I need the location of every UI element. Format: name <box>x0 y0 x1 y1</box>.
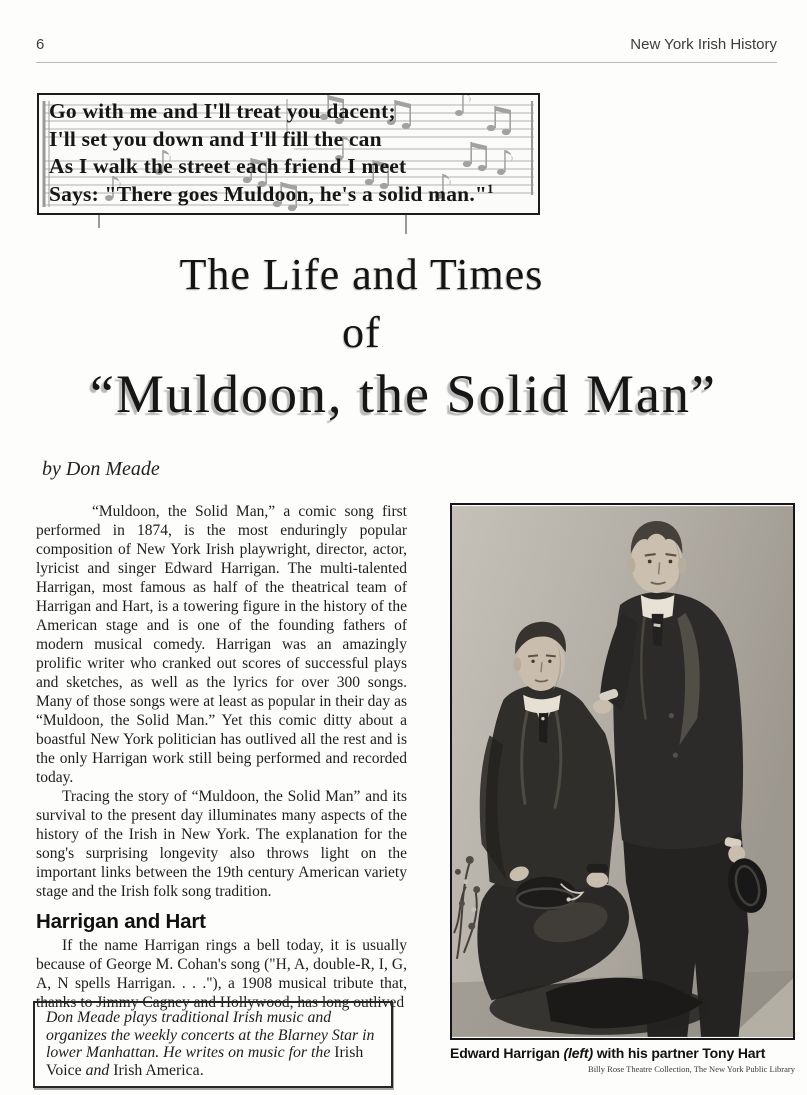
caption-text: with his partner Tony Hart <box>592 1045 766 1061</box>
photograph-harrigan-and-hart <box>450 503 795 1040</box>
lyric-line: Says: "There goes Muldoon, he's a solid man."$^1$ <box>49 180 494 206</box>
sheet-music-box <box>37 93 540 215</box>
author-note-text: Don Meade plays traditional Irish music and organizes the weekly concerts at the Blarney Star in lower Manhattan. He writes on music for the <box>46 1009 375 1061</box>
title-line-2: of <box>342 308 381 357</box>
paragraph: If the name Harrigan rings a bell today, it is usually because of George M. Cohan's song ("H, A, double-R, I, G, A, N spells Harrigan. . . ."), a 1908 musical tribute that, thanks to Jimmy Cagney and Hollywood, has long outlived <box>36 937 407 1011</box>
photo-caption <box>450 1045 795 1061</box>
lyric-line: I'll set you down and I'll fill the can <box>49 126 382 151</box>
section-heading: Harrigan and Hart <box>36 910 206 933</box>
lyric-line: As I walk the street each friend I meet <box>49 154 407 178</box>
lyric-line: Go with me and I'll treat you dacent; <box>49 99 396 123</box>
paragraph: “Muldoon, the Solid Man,” a comic song first performed in 1874, is the most enduringly popular composition of New York Irish playwright, director, actor, lyricist and singer Edward Harrigan. The multi-talented Harrigan, most famous as half of the theatrical team of Harrigan and Hart, is a towering figure in the history of the American stage and is one of the founding fathers of modern musical comedy. Harrigan was an amazingly prolific writer who cranked out scores of successful plays and sketches, as well as the lyrics for over 300 songs. Many of those songs were at least as popular in their day as “Muldoon, the Solid Man.” Yet this comic ditty about a boastful New York politician has outlived all the rest and is the only Harrigan work still being performed and recorded today. <box>36 503 407 786</box>
publication-name: Irish Voice <box>46 1044 364 1079</box>
running-header <box>36 36 777 53</box>
caption-left-marker: (left) <box>563 1045 593 1061</box>
article-title-upper <box>0 246 807 362</box>
photo-illustration <box>452 505 793 1038</box>
paragraph: Tracing the story of “Muldoon, the Solid Man” and its survival to the present day illuminates many aspects of the history of the Irish in New York. The explanation for the song's surprising longevity also throws light on the important links between the 19th century American variety stage and the Irish folk song tradition. <box>36 788 407 900</box>
song-lyrics <box>49 98 532 208</box>
publication-name: Irish America. <box>113 1061 204 1079</box>
page-number: 6 <box>36 36 45 53</box>
title-line-1: The Life and Times <box>179 250 544 299</box>
author-note-box <box>33 1001 393 1088</box>
caption-text: Edward Harrigan <box>450 1045 564 1061</box>
photo-column <box>450 503 795 1074</box>
author-note-text: and <box>81 1061 114 1079</box>
byline: by Don Meade <box>42 458 160 480</box>
article-title-main: “Muldoon, the Solid Man” <box>90 364 717 424</box>
note-stem-decoration <box>405 215 407 234</box>
journal-title: New York Irish History <box>630 36 777 53</box>
footnote-marker: 1 <box>487 180 494 196</box>
header-rule <box>36 62 777 63</box>
note-stem-decoration <box>98 215 100 228</box>
photo-credit: Billy Rose Theatre Collection, The New York Public Library <box>588 1064 795 1074</box>
article-body <box>36 502 407 1012</box>
